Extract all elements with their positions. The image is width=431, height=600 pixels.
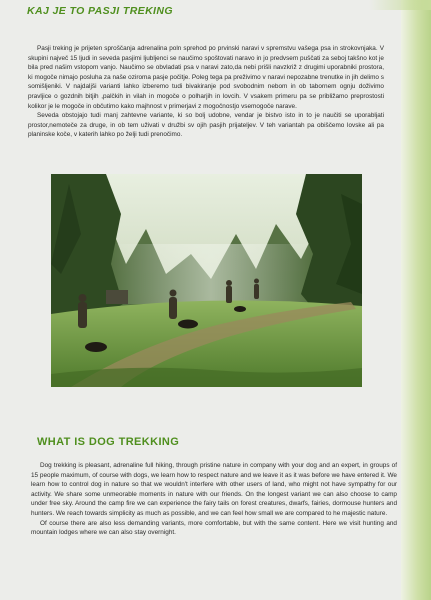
paragraph-english-2: Of course there are also less demanding variants, more comfortable, but with the same content. Here we visit hunting and mountain lodges where we can also stay overnight. bbox=[31, 519, 397, 537]
photo-dog-trekking-forest bbox=[51, 174, 362, 387]
green-accent-corner bbox=[369, 0, 431, 10]
paragraph-slovenian-1: Pasji treking je prijeten sproščanja adrenalina poln sprehod po prvinski naravi v spremstvu vašega psa in strokovnjaka. V skupini največ 15 ljudi in seveda pasjimi ljubljenci se naučimo spoštovati naravo in jo predvsem puščati za seboj takšno kot je bila pred našim vstopom vanjo. Naučimo se obvladati psa v naravi zato,da nebi prišli navzkriž z drugimi uporabniki prostora, ki mogoče nimajo posluha za naše oziroma pasje počitje. Poleg tega pa preživimo v naravi nepozabne trenutke in jih delimo s somišljeniki. V najdaljši varianti lahko izberemo tudi bivakiranje pod svobodnim nebom in ob tabornem ognju doživimo pravljice o gozdnih bitjih ,palčkih in vilah in mogoče o polharjih in lovcih. V vsakem primeru pa se približamo preprostosti kolikor je le mogoče in občutimo kako majhnost v primerjavi z mogočnostjo vsemogoče narave. bbox=[28, 45, 384, 110]
paragraph-english-1: Dog trekking is pleasant, adrenaline full hiking, through pristine nature in company with your dog and an expert, in groups of 15 people maximum, of course with dogs, we learn how to respect nature and we leave it as it was before we have entered it. We learn how to control dog in nature so that we wouldn't interfere with other users of land, who might not have sympathy for our activity. We share some unmeorable moments in nature with our friends. On the longest variant we can also choose to camp under free sky. Around the camp fire we can experience the fairy tails on forest creatures, dwarfs, fairies, dormouse hunters and hunters. We reach towards simplicity as much as possible, and we can feel how small we are compared to he majestic nature. bbox=[31, 462, 397, 517]
paragraph-slovenian-2: Seveda obstojajo tudi manj zahtevne variante, ki so bolj udobne, vendar je bistvo isto in to je naučiti se uporabljati prostor,nemoteče za druge, in ob tem uživati v družbi sv ojih pasjih prijateljev. V teh variantah pa obiščemo lovske ali pa planinske koče, v katerih lahko po želji tudi prenočimo. bbox=[28, 112, 384, 139]
body-text-english bbox=[31, 461, 397, 538]
heading-english: WHAT IS DOG TREKKING bbox=[37, 436, 180, 448]
body-text-slovenian bbox=[28, 44, 384, 140]
heading-slovenian: KAJ JE TO PASJI TREKING bbox=[27, 5, 173, 17]
green-accent-band bbox=[401, 0, 431, 600]
